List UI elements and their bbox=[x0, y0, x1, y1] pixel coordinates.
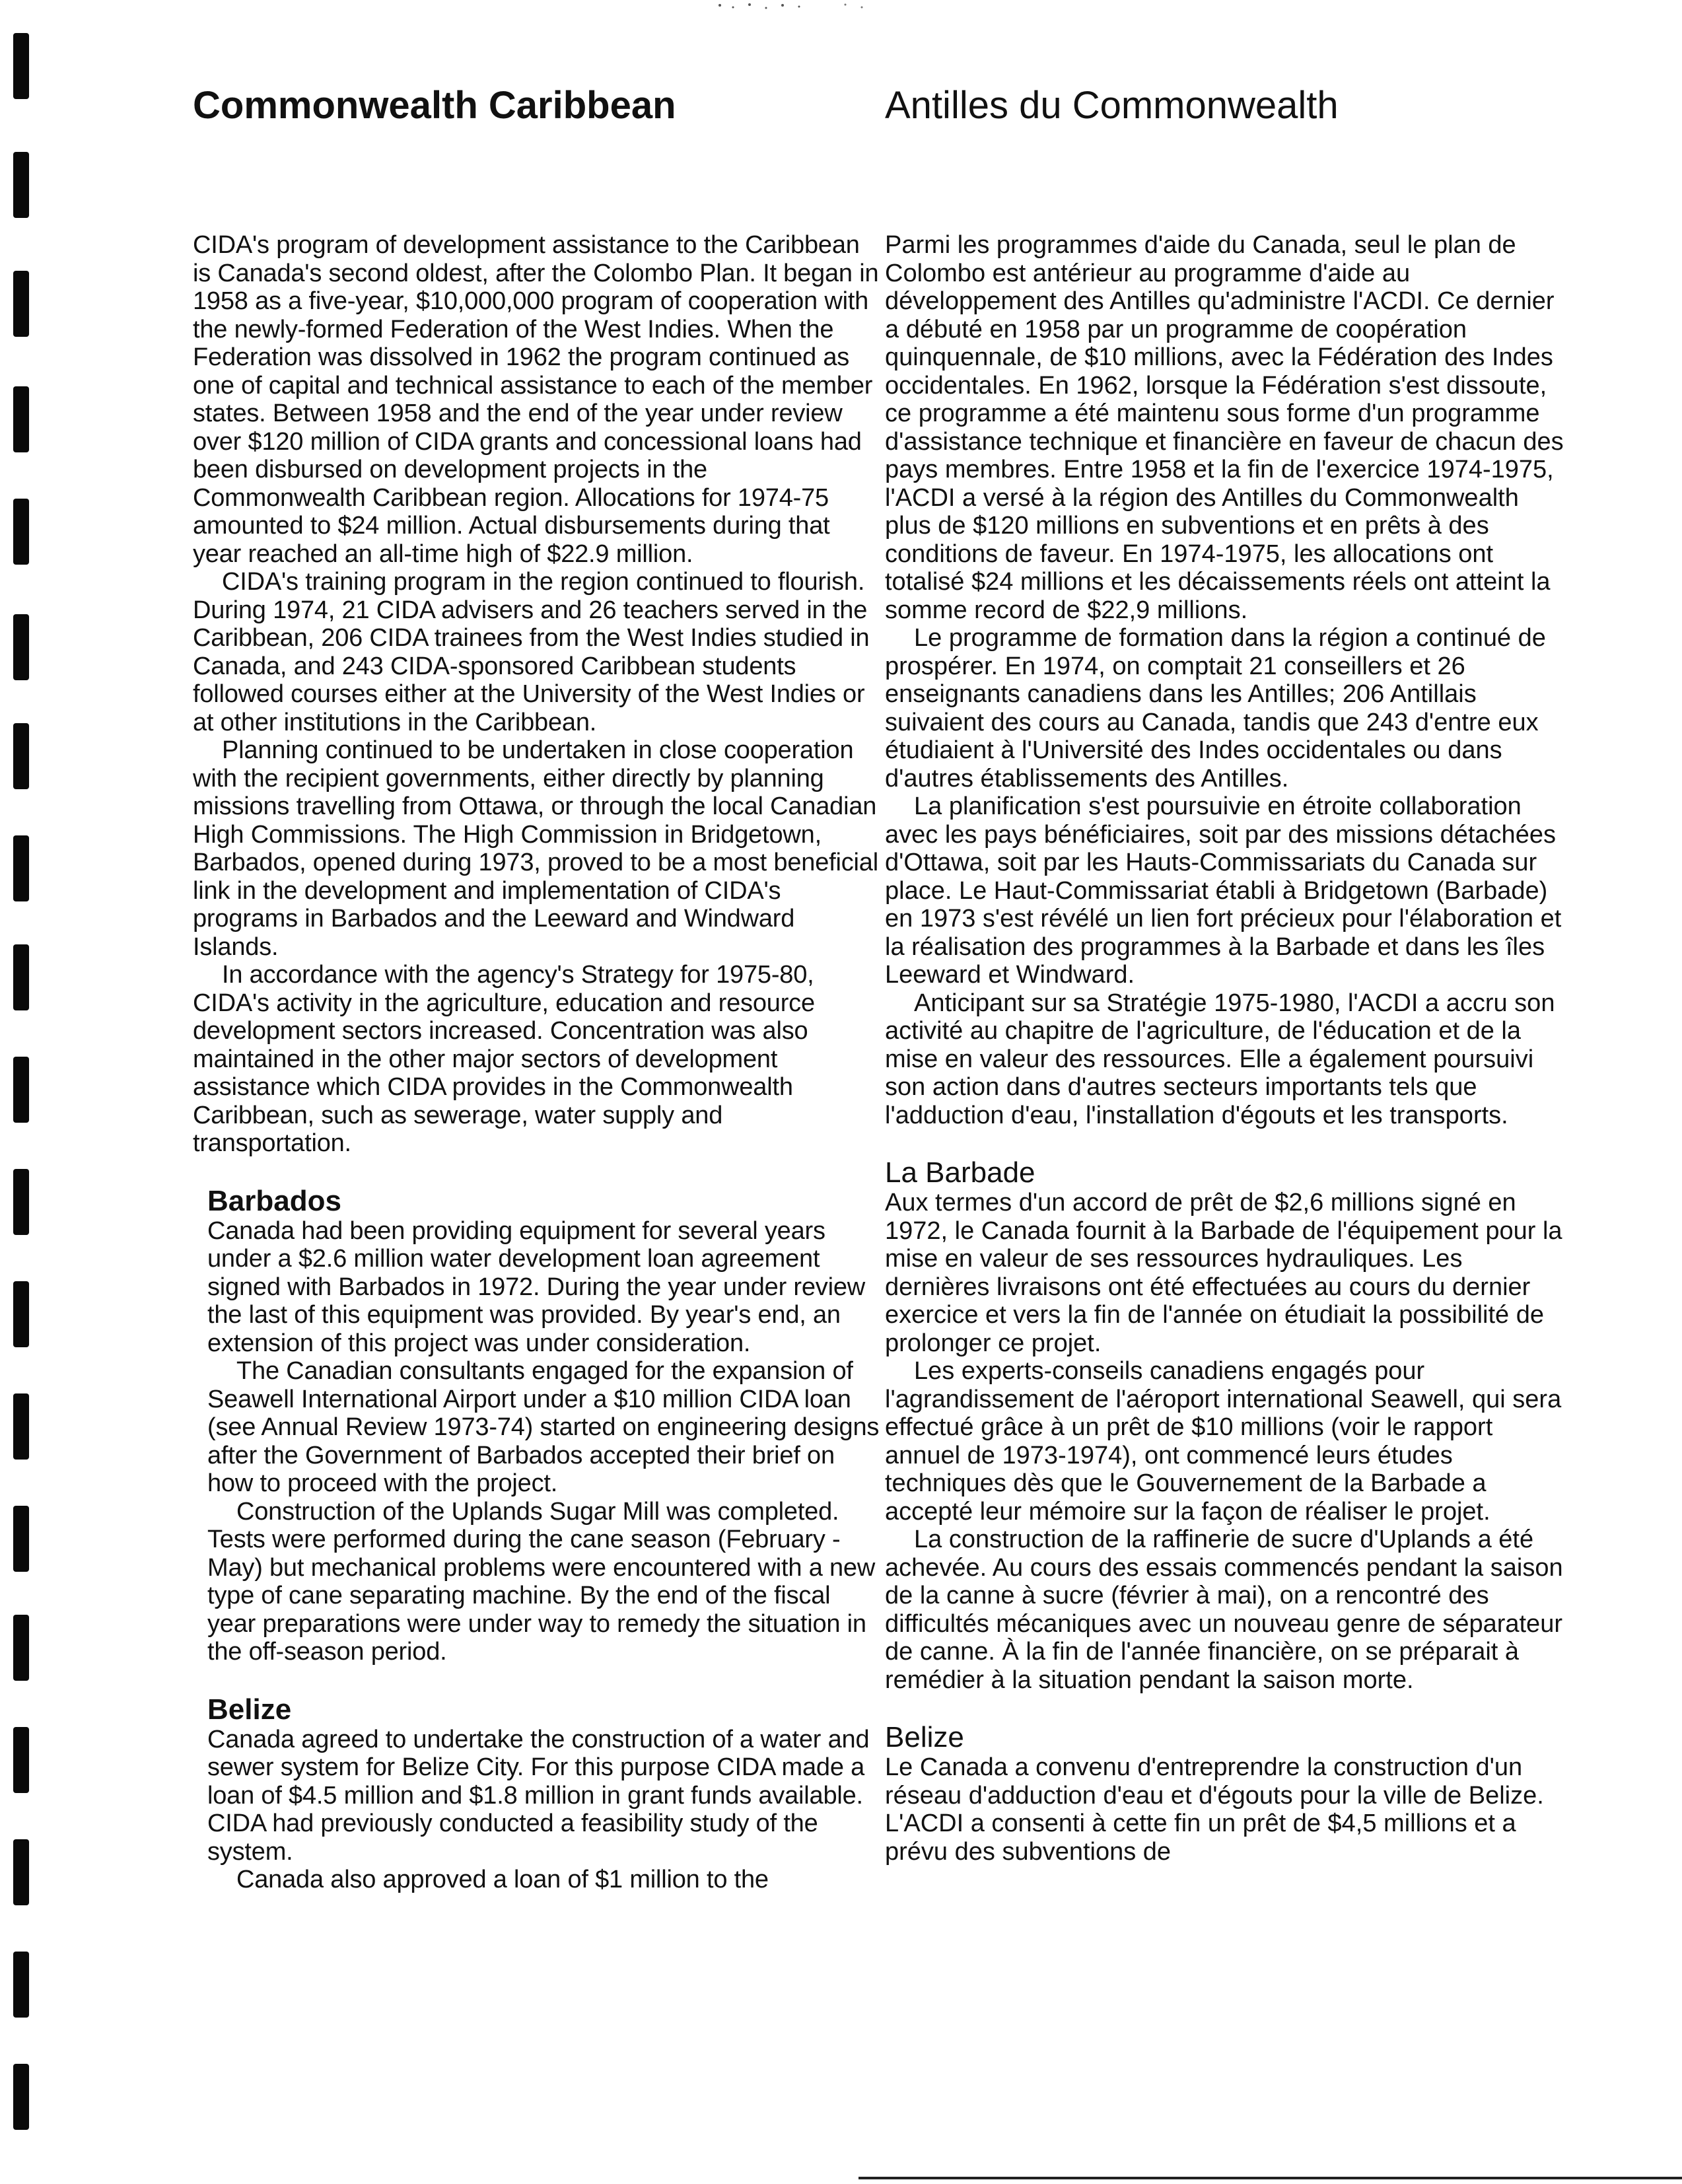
english-column bbox=[193, 79, 880, 1894]
english-paragraph: Canada also approved a loan of $1 million to the bbox=[236, 1866, 769, 1893]
binder-hole bbox=[13, 152, 29, 218]
english-title: Commonwealth Caribbean bbox=[193, 84, 676, 127]
binder-hole bbox=[13, 1393, 29, 1460]
english-paragraph: In accordance with the agency's Strategy for 1975-80, CIDA's activity in the agriculture, education and resource development sectors increased. Concentration was also maintained in the other major sectors of development assistance which CIDA provides in the Commonwealth Caribbean, such as sewerage, water supply and transportation. bbox=[193, 961, 815, 1157]
french-paragraph: Le Canada a convenu d'entreprendre la construction d'un réseau d'adduction d'eau et d'égouts pour la ville de Belize. L'ACDI a consenti à cette fin un prêt de $4,5 millions et a prévu des subventions de bbox=[885, 1753, 1544, 1866]
english-belize-heading: Belize bbox=[207, 1693, 292, 1726]
binder-hole bbox=[13, 614, 29, 680]
english-paragraph: Canada agreed to undertake the construction of a water and sewer system for Belize City. For this purpose CIDA made a loan of $4.5 million and $1.8 million in grant funds available. CIDA had previously conducted a feasibility study of the system. bbox=[207, 1725, 870, 1866]
french-paragraph: Les experts-conseils canadiens engagés pour l'agrandissement de l'aéroport international Seawell, qui sera effectué grâce à un prêt de $10 millions (voir le rapport annuel de 1973-1974), ont commencé leurs études techniques dès que le Gouvernement de la Barbade a accepté leur mémoire sur la façon de réaliser le projet. bbox=[885, 1357, 1562, 1526]
binder-hole bbox=[13, 1839, 29, 1905]
english-barbados-heading: Barbados bbox=[207, 1184, 341, 1217]
english-paragraph: CIDA's program of development assistance to the Caribbean is Canada's second oldest, after the Colombo Plan. It began in 1958 as a five-year, $10,000,000 program of cooperation with the newly-formed Federation of the West Indies. When the Federation was dissolved in 1962 the program continued as one of capital and technical assistance to each of the member states. Between 1958 and the end of the year under review over $120 million of CIDA grants and concessional loans had been disbursed on development projects in the Commonwealth Caribbean region. Allocations for 1974-75 amounted to $24 million. Actual disbursements during that year reached an all-time high of $22.9 million. bbox=[193, 231, 879, 568]
binder-hole bbox=[13, 1615, 29, 1681]
scan-specks bbox=[713, 1, 872, 12]
binder-hole bbox=[13, 1057, 29, 1123]
binder-hole bbox=[13, 33, 29, 99]
binder-hole bbox=[13, 1506, 29, 1572]
french-paragraph: Le programme de formation dans la région a continué de prospérer. En 1974, on comptait 21 conseillers et 26 enseignants canadiens dans les Antilles; 206 Antillais suivaient des cours au Canada, tandis que 243 d'entre eux étudiaient à l'Université des Indes occidentales ou dans d'autres établissements des Antilles. bbox=[885, 624, 1546, 793]
binder-hole bbox=[13, 944, 29, 1010]
binder-hole bbox=[13, 1281, 29, 1347]
english-barbados-section bbox=[207, 1185, 880, 1894]
english-paragraph: Planning continued to be undertaken in close cooperation with the recipient governments, either directly by planning missions travelling from Ottawa, or through the local Canadian High Commissions. The High Commission in Bridgetown, Barbados, opened during 1973, proved to be a most beneficial link in the development and implementation of CIDA's programs in Barbados and the Leeward and Windward Islands. bbox=[193, 736, 878, 961]
french-paragraph: La planification s'est poursuivie en étroite collaboration avec les pays bénéficiaires, soit par des missions détachées d'Ottawa, soit par les Hauts-Commissariats du Canada sur place. Le Haut-Commissariat établi à Bridgetown (Barbade) en 1973 s'est révélé un lien fort précieux pour l'élaboration et la réalisation des programmes à la Barbade et dans les îles Leeward et Windward. bbox=[885, 793, 1562, 989]
binder-hole bbox=[13, 1952, 29, 2018]
french-belize-heading: Belize bbox=[885, 1721, 964, 1753]
binder-hole bbox=[13, 386, 29, 452]
binder-hole bbox=[13, 835, 29, 901]
binder-hole bbox=[13, 1169, 29, 1235]
french-paragraph: La construction de la raffinerie de sucre d'Uplands a été achevée. Au cours des essais commencés pendant la saison de la canne à sucre (février à mai), on a rencontré des difficultés mécaniques avec un nouveau genre de séparateur de canne. À la fin de l'année financière, on se préparait à remédier à la situation pendant la saison morte. bbox=[885, 1526, 1563, 1694]
french-paragraph: Anticipant sur sa Stratégie 1975-1980, l'ACDI a accru son activité au chapitre de l'agriculture, de l'éducation et de la mise en valeur des ressources. Elle a également poursuivi son action dans d'autres secteurs importants tels que l'adduction d'eau, l'installation d'égouts et les transports. bbox=[885, 989, 1555, 1129]
binder-hole bbox=[13, 499, 29, 565]
binder-hole bbox=[13, 723, 29, 789]
french-barbados-heading: La Barbade bbox=[885, 1156, 1035, 1189]
english-paragraph: The Canadian consultants engaged for the expansion of Seawell International Airport under a $10 million CIDA loan (see Annual Review 1973-74) started on engineering designs after the Government of Barbados accepted their brief on how to proceed with the project. bbox=[207, 1357, 880, 1497]
bottom-rule bbox=[859, 2177, 1682, 2179]
english-paragraph: Canada had been providing equipment for several years under a $2.6 million water development loan agreement signed with Barbados in 1972. During the year under review the last of this equipment was provided. By year's end, an extension of this project was under consideration. bbox=[207, 1216, 865, 1357]
english-paragraph: CIDA's training program in the region continued to flourish. During 1974, 21 CIDA advisers and 26 teachers served in the Caribbean, 206 CIDA trainees from the West Indies studied in Canada, and 243 CIDA-sponsored Caribbean students followed courses either at the University of the West Indies or at other institutions in the Caribbean. bbox=[193, 568, 870, 736]
binder-holes bbox=[13, 0, 40, 2184]
french-paragraph: Parmi les programmes d'aide du Canada, seul le plan de Colombo est antérieur au programme d'aide au développement des Antilles qu'administre l'ACDI. Ce dernier a débuté en 1958 par un programme de coopération quinquennale, de $10 millions, avec la Fédération des Indes occidentales. En 1962, lorsque la Fédération s'est dissoute, ce programme a été maintenu sous forme d'un programme d'assistance technique et financière en faveur de chacun des pays membres. Entre 1958 et la fin de l'exercice 1974-1975, l'ACDI a versé à la région des Antilles du Commonwealth plus de $120 millions en subventions et en prêts à des conditions de faveur. En 1974-1975, les allocations ont totalisé $24 millions et les décaissements réels ont atteint la somme record de $22,9 millions. bbox=[885, 231, 1564, 624]
french-column bbox=[885, 79, 1572, 1866]
english-paragraph: Construction of the Uplands Sugar Mill was completed. Tests were performed during the cane season (February - May) but mechanical problems were encountered with a new type of cane separating machine. By the end of the fiscal year preparations were under way to remedy the situation in the off-season period. bbox=[207, 1497, 876, 1666]
french-title: Antilles du Commonwealth bbox=[885, 84, 1339, 127]
binder-hole bbox=[13, 271, 29, 337]
french-paragraph: Aux termes d'un accord de prêt de $2,6 millions signé en 1972, le Canada fournit à la Barbade de l'équipement pour la mise en valeur de ses ressources hydrauliques. Les dernières livraisons ont été effectuées au cours du dernier exercice et vers la fin de l'année on étudiait la possibilité de prolonger ce projet. bbox=[885, 1189, 1562, 1357]
binder-hole bbox=[13, 1727, 29, 1793]
binder-hole bbox=[13, 2064, 29, 2130]
